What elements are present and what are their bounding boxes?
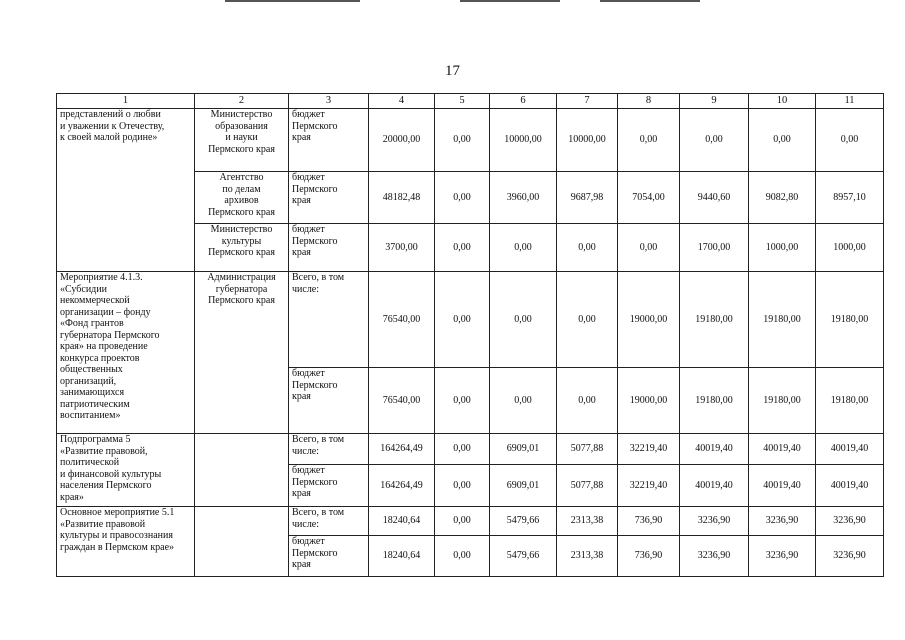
value-cell: 0,00	[435, 536, 490, 577]
top-rule	[460, 0, 560, 2]
value-cell: 40019,40	[680, 434, 749, 465]
column-header: 1	[57, 94, 195, 109]
value-cell: 19180,00	[680, 368, 749, 434]
value-cell: 20000,00	[369, 109, 435, 172]
program-name-cell: Подпрограмма 5 «Развитие правовой, политической и финансовой культуры населения Пермского края»	[57, 434, 195, 507]
value-cell: 3236,90	[816, 507, 884, 536]
value-cell: 0,00	[490, 272, 557, 368]
value-cell: 0,00	[618, 224, 680, 272]
value-cell: 736,90	[618, 507, 680, 536]
column-header: 9	[680, 94, 749, 109]
value-cell: 5479,66	[490, 536, 557, 577]
value-cell: 3700,00	[369, 224, 435, 272]
top-rule	[600, 0, 700, 2]
column-header: 7	[557, 94, 618, 109]
value-cell: 0,00	[435, 507, 490, 536]
value-cell: 32219,40	[618, 434, 680, 465]
value-cell: 19180,00	[749, 368, 816, 434]
value-cell: 1000,00	[816, 224, 884, 272]
funding-source-cell: бюджет Пермского края	[289, 368, 369, 434]
value-cell: 19180,00	[749, 272, 816, 368]
responsible-cell: Министерство образования и науки Пермского края	[195, 109, 289, 172]
funding-source-cell: бюджет Пермского края	[289, 109, 369, 172]
value-cell: 48182,48	[369, 172, 435, 224]
value-cell: 18240,64	[369, 507, 435, 536]
column-header: 6	[490, 94, 557, 109]
value-cell: 0,00	[490, 224, 557, 272]
value-cell: 0,00	[435, 434, 490, 465]
value-cell: 18240,64	[369, 536, 435, 577]
value-cell: 7054,00	[618, 172, 680, 224]
funding-source-cell: Всего, в том числе:	[289, 434, 369, 465]
value-cell: 9687,98	[557, 172, 618, 224]
value-cell: 40019,40	[680, 465, 749, 507]
value-cell: 40019,40	[816, 465, 884, 507]
value-cell: 0,00	[435, 465, 490, 507]
value-cell: 0,00	[435, 272, 490, 368]
value-cell: 76540,00	[369, 272, 435, 368]
value-cell: 19000,00	[618, 368, 680, 434]
value-cell: 19180,00	[680, 272, 749, 368]
value-cell: 0,00	[435, 224, 490, 272]
value-cell: 0,00	[816, 109, 884, 172]
value-cell: 10000,00	[490, 109, 557, 172]
page-number: 17	[445, 63, 460, 79]
responsible-cell: Агентство по делам архивов Пермского края	[195, 172, 289, 224]
table-row	[57, 434, 884, 465]
value-cell: 0,00	[557, 224, 618, 272]
responsible-cell: Министерство культуры Пермского края	[195, 224, 289, 272]
value-cell: 3236,90	[749, 507, 816, 536]
column-header: 10	[749, 94, 816, 109]
value-cell: 3236,90	[816, 536, 884, 577]
responsible-cell	[195, 507, 289, 577]
value-cell: 0,00	[557, 368, 618, 434]
program-name-cell: представлений о любви и уважении к Отечеству, к своей малой родине»	[57, 109, 195, 272]
column-header: 4	[369, 94, 435, 109]
value-cell: 0,00	[618, 109, 680, 172]
value-cell: 6909,01	[490, 465, 557, 507]
value-cell: 3236,90	[749, 536, 816, 577]
value-cell: 19000,00	[618, 272, 680, 368]
value-cell: 6909,01	[490, 434, 557, 465]
responsible-cell: Администрация губернатора Пермского края	[195, 272, 289, 434]
value-cell: 40019,40	[816, 434, 884, 465]
value-cell: 40019,40	[749, 434, 816, 465]
value-cell: 19180,00	[816, 368, 884, 434]
program-name-cell: Основное мероприятие 5.1 «Развитие правовой культуры и правосознания граждан в Пермском крае»	[57, 507, 195, 577]
value-cell: 0,00	[435, 368, 490, 434]
value-cell: 5077,88	[557, 465, 618, 507]
value-cell: 0,00	[435, 172, 490, 224]
column-header: 3	[289, 94, 369, 109]
top-rule	[225, 0, 360, 2]
table-row	[57, 272, 884, 368]
value-cell: 0,00	[490, 368, 557, 434]
value-cell: 0,00	[557, 272, 618, 368]
program-name-cell: Мероприятие 4.1.3. «Субсидии некоммерческой организации – фонду «Фонд грантов губернатора Пермского края» на проведение конкурса проектов общественных организаций, занимающихся патриотическим воспитанием»	[57, 272, 195, 434]
value-cell: 40019,40	[749, 465, 816, 507]
value-cell: 0,00	[749, 109, 816, 172]
value-cell: 736,90	[618, 536, 680, 577]
value-cell: 0,00	[680, 109, 749, 172]
column-header: 8	[618, 94, 680, 109]
funding-source-cell: бюджет Пермского края	[289, 172, 369, 224]
column-header: 2	[195, 94, 289, 109]
value-cell: 9440,60	[680, 172, 749, 224]
value-cell: 19180,00	[816, 272, 884, 368]
value-cell: 0,00	[435, 109, 490, 172]
value-cell: 2313,38	[557, 507, 618, 536]
value-cell: 1000,00	[749, 224, 816, 272]
funding-source-cell: бюджет Пермского края	[289, 536, 369, 577]
funding-source-cell: Всего, в том числе:	[289, 507, 369, 536]
responsible-cell	[195, 434, 289, 507]
value-cell: 5479,66	[490, 507, 557, 536]
column-header: 11	[816, 94, 884, 109]
value-cell: 32219,40	[618, 465, 680, 507]
value-cell: 164264,49	[369, 465, 435, 507]
value-cell: 3236,90	[680, 507, 749, 536]
value-cell: 3236,90	[680, 536, 749, 577]
table-row	[57, 507, 884, 536]
funding-source-cell: бюджет Пермского края	[289, 465, 369, 507]
value-cell: 5077,88	[557, 434, 618, 465]
funding-source-cell: Всего, в том числе:	[289, 272, 369, 368]
column-header: 5	[435, 94, 490, 109]
budget-table	[56, 93, 884, 577]
funding-source-cell: бюджет Пермского края	[289, 224, 369, 272]
value-cell: 8957,10	[816, 172, 884, 224]
value-cell: 9082,80	[749, 172, 816, 224]
header-row	[57, 94, 884, 109]
value-cell: 1700,00	[680, 224, 749, 272]
value-cell: 76540,00	[369, 368, 435, 434]
value-cell: 164264,49	[369, 434, 435, 465]
value-cell: 10000,00	[557, 109, 618, 172]
table-row	[57, 109, 884, 172]
value-cell: 3960,00	[490, 172, 557, 224]
value-cell: 2313,38	[557, 536, 618, 577]
